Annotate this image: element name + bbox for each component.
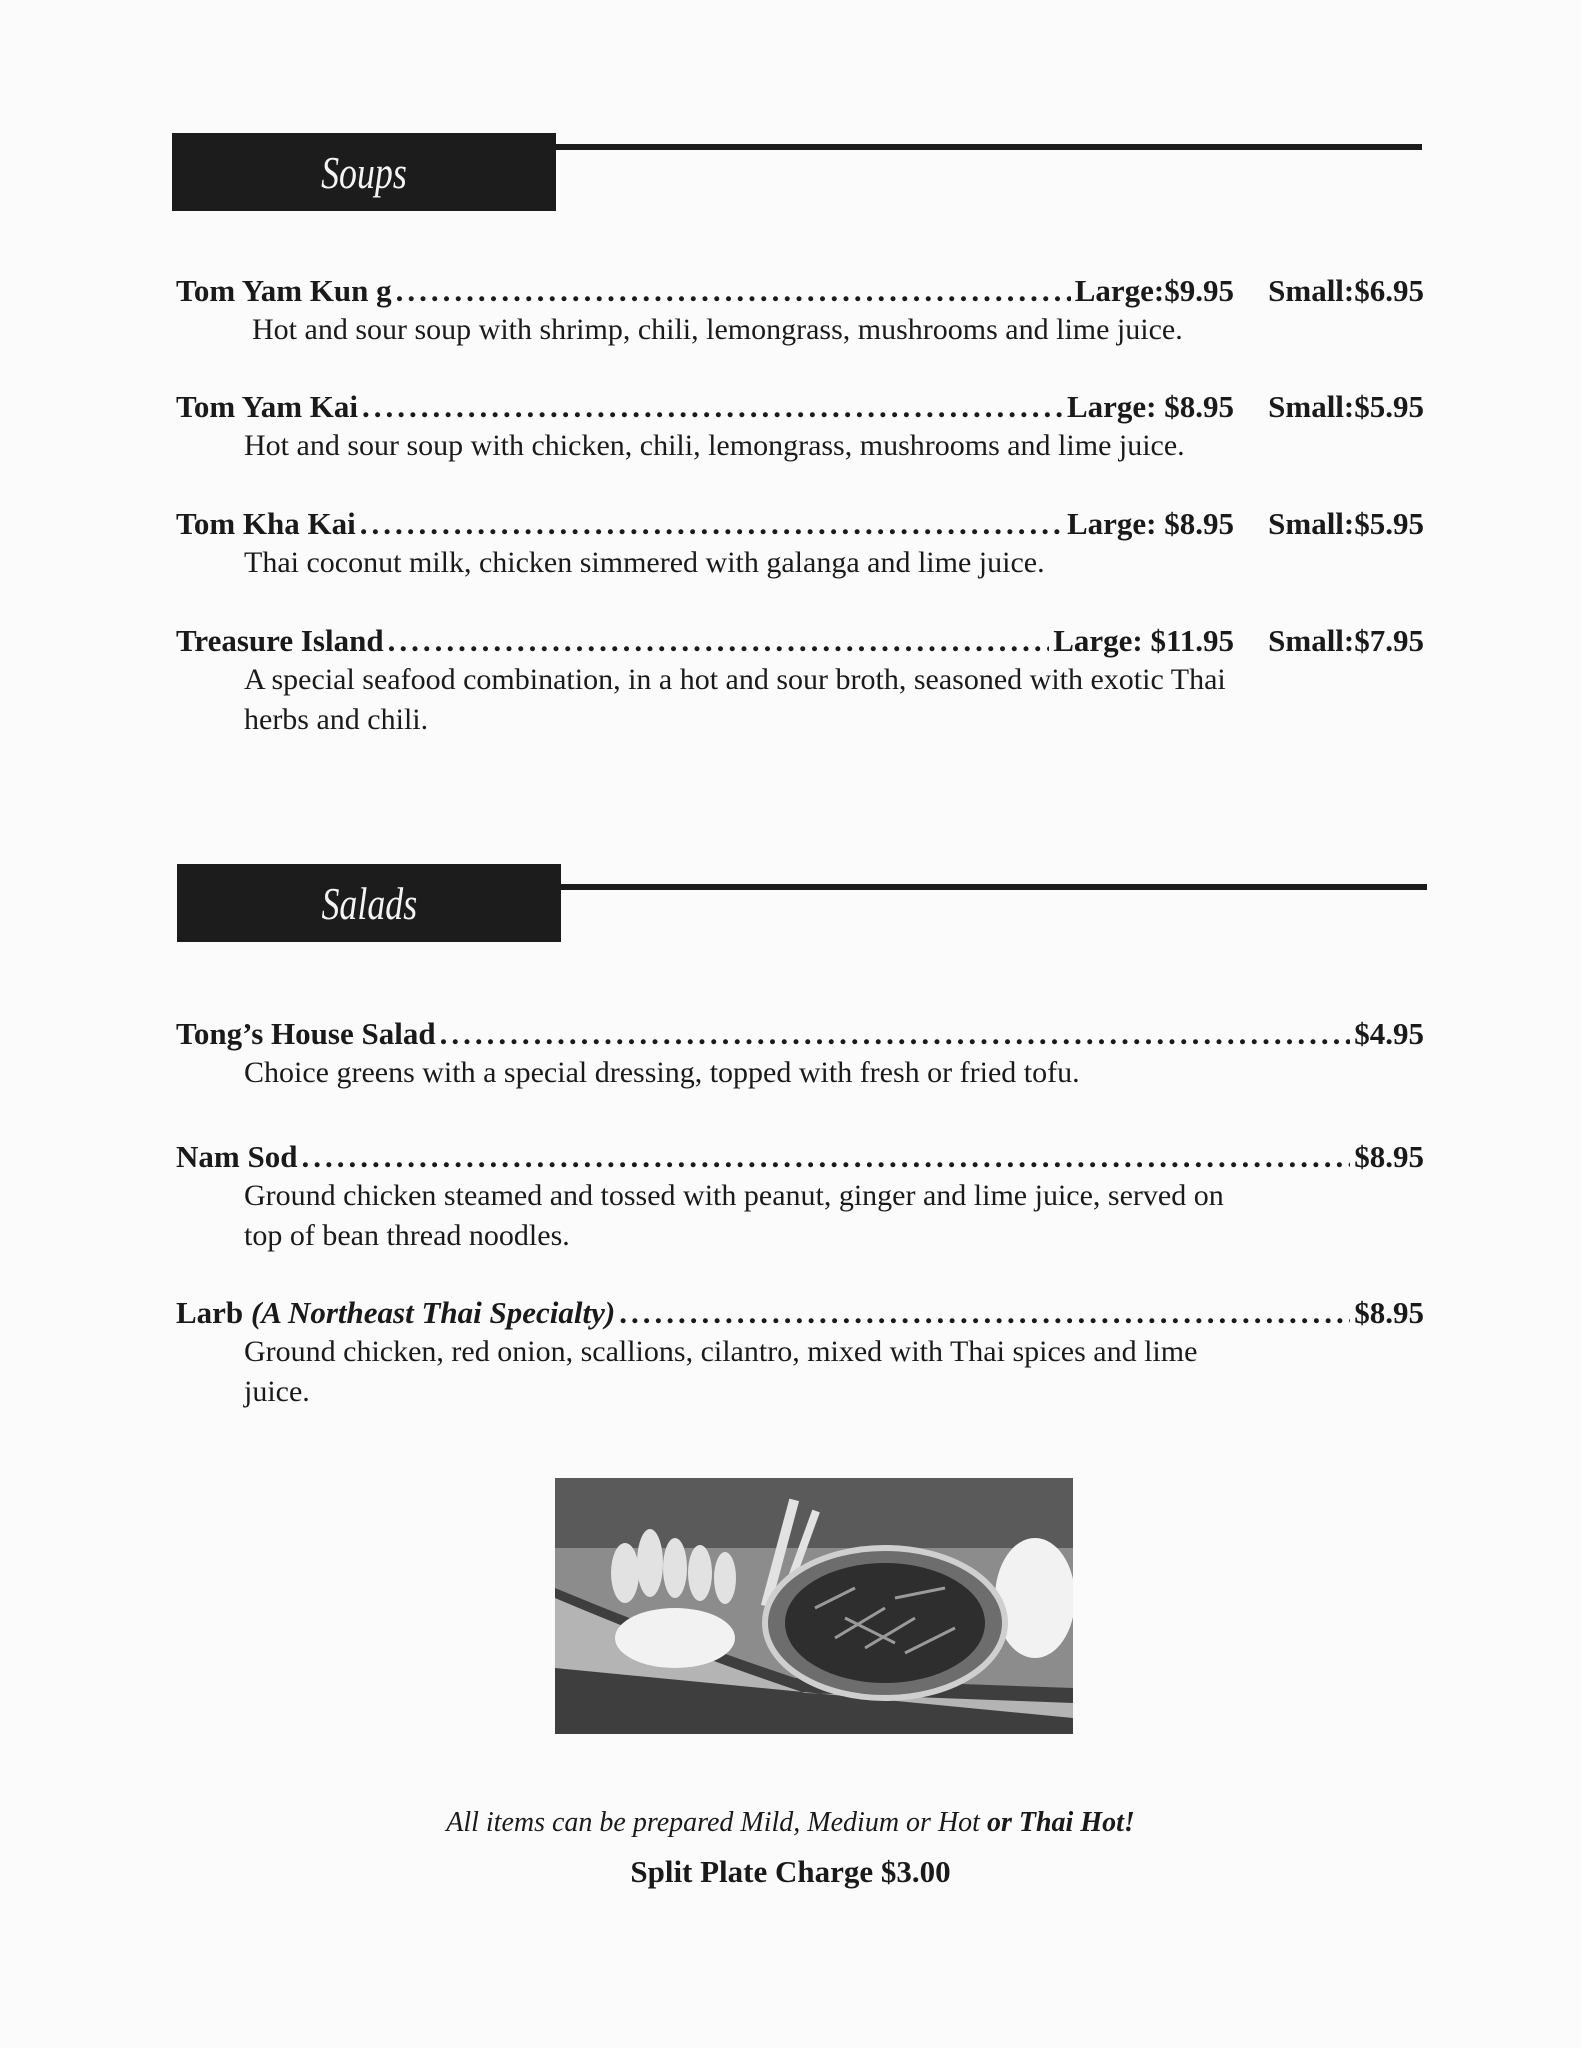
item-line: [176, 622, 1424, 660]
food-photo-graphic: [555, 1478, 1073, 1734]
item-name: Tom Yam Kun g: [176, 273, 392, 308]
price: $4.95: [1354, 1016, 1424, 1051]
item-name-text: Larb: [176, 1295, 244, 1330]
item-line: [176, 1015, 1424, 1053]
price: $8.95: [1354, 1295, 1424, 1330]
price-large: Large:$9.95: [1074, 273, 1234, 308]
item-name: Tom Kha Kai: [176, 506, 356, 541]
dot-leader: [440, 1015, 1351, 1053]
menu-item-tom-yam-kung: [176, 272, 1424, 350]
item-line: [176, 272, 1424, 310]
spice-note-emphasis: Thai Hot!: [1018, 1807, 1135, 1838]
item-note: (A Northeast Thai Specialty): [250, 1295, 616, 1330]
item-description: Thai coconut milk, chicken simmered with galanga and lime juice.: [244, 546, 1045, 579]
price-small: Small:$5.95: [1268, 389, 1424, 424]
dot-leader: [619, 1294, 1350, 1332]
item-line: [176, 388, 1424, 426]
salads-title: Salads: [321, 877, 417, 929]
item-description: A special seafood combination, in a hot and sour broth, seasoned with exotic Thai herbs and chili.: [244, 663, 1226, 736]
menu-item-tom-kha-kai: [176, 505, 1424, 583]
dot-leader: [388, 622, 1050, 660]
menu-item-tongs-house-salad: [176, 1015, 1424, 1093]
soups-section-header: [172, 133, 1422, 213]
item-name: Tong’s House Salad: [176, 1016, 436, 1051]
spice-note: [0, 1806, 1581, 1840]
dot-leader: [362, 388, 1063, 426]
salads-rule: [561, 884, 1427, 890]
menu-item-larb: [176, 1294, 1424, 1412]
item-description: Hot and sour soup with shrimp, chili, lemongrass, mushrooms and lime juice.: [252, 313, 1183, 346]
price-large: Large: $8.95: [1066, 389, 1234, 424]
item-name: Nam Sod: [176, 1139, 298, 1174]
price: $8.95: [1354, 1139, 1424, 1174]
spice-note-prefix: All items can be prepared Mild, Medium or Hot: [446, 1807, 980, 1838]
price-small: Small:$5.95: [1268, 506, 1424, 541]
split-plate-charge: Split Plate Charge $3.00: [630, 1854, 951, 1889]
item-line: [176, 1138, 1424, 1176]
soups-title: Soups: [321, 146, 407, 198]
item-line: [176, 505, 1424, 543]
soups-title-box: [172, 133, 556, 211]
menu-item-treasure-island: [176, 622, 1424, 740]
item-description: Ground chicken steamed and tossed with peanut, ginger and lime juice, served on top of bean thread noodles.: [244, 1179, 1224, 1252]
food-photo: [555, 1478, 1073, 1734]
item-line: [176, 1294, 1424, 1332]
price-small: Small:$7.95: [1268, 623, 1424, 658]
dot-leader: [301, 1138, 1350, 1176]
item-name: Tom Yam Kai: [176, 389, 359, 424]
soups-rule: [556, 144, 1422, 150]
menu-item-tom-yam-kai: [176, 388, 1424, 466]
dot-leader: [396, 272, 1071, 310]
salads-title-box: [177, 864, 561, 942]
item-name: Treasure Island: [176, 623, 384, 658]
item-description: Hot and sour soup with chicken, chili, lemongrass, mushrooms and lime juice.: [244, 429, 1185, 462]
price-small: Small:$6.95: [1268, 273, 1424, 308]
salads-section-header: [177, 864, 1427, 944]
item-description: Choice greens with a special dressing, topped with fresh or fried tofu.: [244, 1056, 1080, 1089]
price-large: Large: $11.95: [1053, 623, 1234, 658]
item-description: Ground chicken, red onion, scallions, cilantro, mixed with Thai spices and lime juice.: [244, 1335, 1198, 1408]
menu-item-nam-sod: [176, 1138, 1424, 1256]
dot-leader: [360, 505, 1063, 543]
spice-note-or: or: [986, 1807, 1012, 1838]
item-name: [176, 1294, 615, 1332]
price-large: Large: $8.95: [1066, 506, 1234, 541]
